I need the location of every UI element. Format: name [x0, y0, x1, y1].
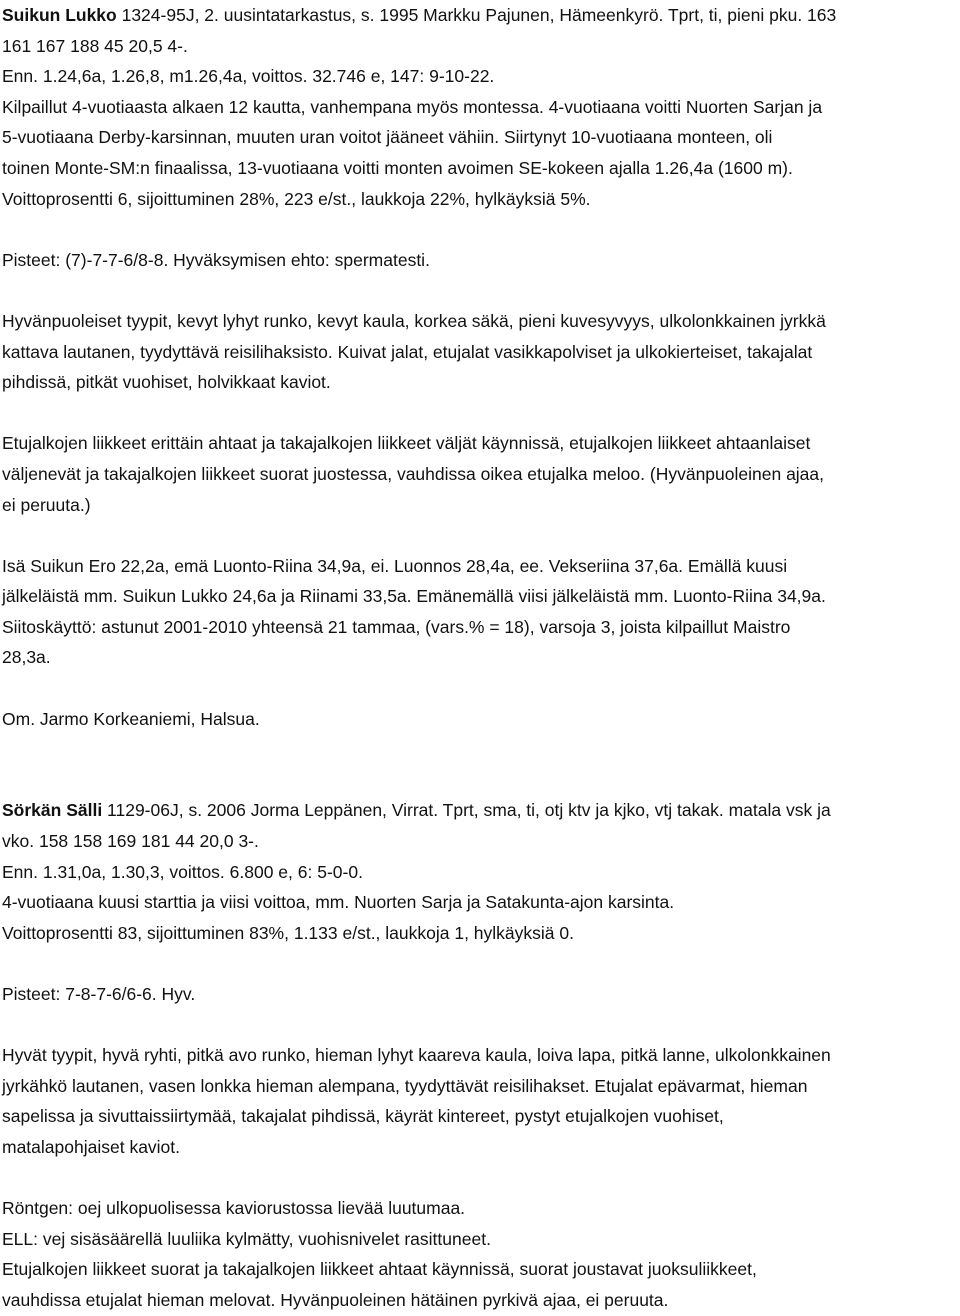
horse-info-line: Voittoprosentti 6, sijoittuminen 28%, 223 e/st., laukkoja 22%, hylkäyksiä 5%.: [2, 188, 591, 209]
horse-info-text: 1129-06J, s. 2006 Jorma Leppänen, Virrat. Tprt, sma, ti, otj ktv ja kjko, vtj takak. matala vsk ja: [102, 800, 831, 821]
horse-info-line: toinen Monte-SM:n finaalissa, 13-vuotiaana voitti monten avoimen SE-kokeen ajalla 1.26,4a (1600 m).: [2, 157, 793, 178]
movement-line: väljenevät ja takajalkojen liikkeet suorat juostessa, vauhdissa oikea etujalka meloo. (Hyvänpuoleinen ajaa,: [2, 463, 825, 484]
pedigree-line: Siitoskäyttö: astunut 2001-2010 yhteensä 21 tammaa, (vars.% = 18), varsoja 3, joista kilpaillut Maistro: [2, 616, 791, 637]
spacer: [2, 275, 958, 306]
horse-info-text: 1324-95J, 2. uusintatarkastus, s. 1995 Markku Pajunen, Hämeenkyrö. Tprt, ti, pieni pku. 163: [116, 5, 837, 25]
description-line: matalapohjaiset kaviot.: [2, 1136, 181, 1157]
spacer: [2, 1010, 958, 1041]
notes-line: vauhdissa etujalat hieman melovat. Hyvänpuoleinen hätäinen pyrkivä ajaa, ei peruuta.: [2, 1289, 669, 1310]
horse-info-line: 161 167 188 45 20,5 4-.: [2, 35, 188, 56]
horse-info-line: Kilpaillut 4-vuotiaasta alkaen 12 kautta, vanhempana myös montessa. 4-vuotiaana voitti Nuorten Sarjan ja: [2, 96, 823, 117]
spacer: [2, 520, 958, 551]
horse-entry-suikun-lukko: [2, 0, 958, 734]
description-line: kattava lautanen, tyydyttävä reisilihaksisto. Kuivat jalat, etujalat vasikkapolviset ja ulkokierteiset, takajalat: [2, 341, 813, 362]
document-page: [2, 0, 958, 1316]
pedigree-line: Isä Suikun Ero 22,2a, emä Luonto-Riina 34,9a, ei. Luonnos 28,4a, ee. Vekseriina 37,6a. Emällä kuusi: [2, 555, 788, 576]
owner-line: Om. Jarmo Korkeaniemi, Halsua.: [2, 708, 260, 729]
spacer: [2, 734, 958, 765]
spacer: [2, 398, 958, 429]
horse-info-line: Enn. 1.24,6a, 1.26,8, m1.26,4a, voittos. 32.746 e, 147: 9-10-22.: [2, 66, 495, 87]
horse-info-line: 5-vuotiaana Derby-karsinnan, muuten uran voitot jääneet vähiin. Siirtynyt 10-vuotiaana monteen, oli: [2, 127, 773, 148]
description-line: sapelissa ja sivuttaissiirtymää, takajalat pihdissä, käyrät kintereet, pystyt etujalkojen vuohiset,: [2, 1106, 724, 1127]
horse-name: Suikun Lukko: [2, 5, 117, 25]
notes-line: ELL: vej sisäsäärellä luuliika kylmätty, vuohisnivelet rasittuneet.: [2, 1228, 491, 1249]
pedigree-line: 28,3a.: [2, 647, 51, 668]
spacer: [2, 673, 958, 704]
description-line: Hyvät tyypit, hyvä ryhti, pitkä avo runko, hieman lyhyt kaareva kaula, loiva lapa, pitkä lanne, ulkolonkkainen: [2, 1045, 831, 1066]
points-line: Pisteet: 7-8-7-6/6-6. Hyv.: [2, 984, 196, 1004]
horse-info-line: vko. 158 158 169 181 44 20,0 3-.: [2, 831, 259, 852]
description-line: pihdissä, pitkät vuohiset, holvikkaat kaviot.: [2, 372, 331, 393]
spacer: [2, 765, 958, 796]
description-line: jyrkähkö lautanen, vasen lonkka hieman alempana, tyydyttävät reisilihakset. Etujalat epävarmat, hieman: [2, 1075, 808, 1096]
spacer: [2, 948, 958, 979]
movement-line: ei peruuta.): [2, 494, 91, 515]
horse-info-line: 4-vuotiaana kuusi starttia ja viisi voittoa, mm. Nuorten Sarja ja Satakunta-ajon karsinta.: [2, 892, 675, 913]
movement-line: Etujalkojen liikkeet erittäin ahtaat ja takajalkojen liikkeet väljät käynnissä, etujalkojen liikkeet ahtaanlaiset: [2, 433, 811, 454]
horse-name: Sörkän Sälli: [2, 800, 103, 821]
spacer: [2, 1163, 958, 1194]
spacer: [2, 214, 958, 245]
horse-info-line: Voittoprosentti 83, sijoittuminen 83%, 1.133 e/st., laukkoja 1, hylkäyksiä 0.: [2, 922, 574, 943]
description-line: Hyvänpuoleiset tyypit, kevyt lyhyt runko, kevyt kaula, korkea säkä, pieni kuvesyvyys, ulkolonkkainen jyrkkä: [2, 310, 826, 331]
horse-info-line: Enn. 1.31,0a, 1.30,3, voittos. 6.800 e, 6: 5-0-0.: [2, 861, 363, 882]
horse-entry-sorkan-salli: [2, 795, 958, 1315]
notes-line: Röntgen: oej ulkopuolisessa kaviorustossa lievää luutumaa.: [2, 1198, 466, 1219]
notes-line: Etujalkojen liikkeet suorat ja takajalkojen liikkeet ahtaat käynnissä, suorat joustavat juoksuliikkeet,: [2, 1259, 757, 1280]
horse-header-line: [2, 0, 958, 31]
points-line: Pisteet: (7)-7-7-6/8-8. Hyväksymisen ehto: spermatesti.: [2, 249, 430, 270]
horse-header-line: [2, 795, 958, 826]
pedigree-line: jälkeläistä mm. Suikun Lukko 24,6a ja Riinami 33,5a. Emänemällä viisi jälkeläistä mm. Luonto-Riina 34,9a.: [2, 586, 826, 607]
